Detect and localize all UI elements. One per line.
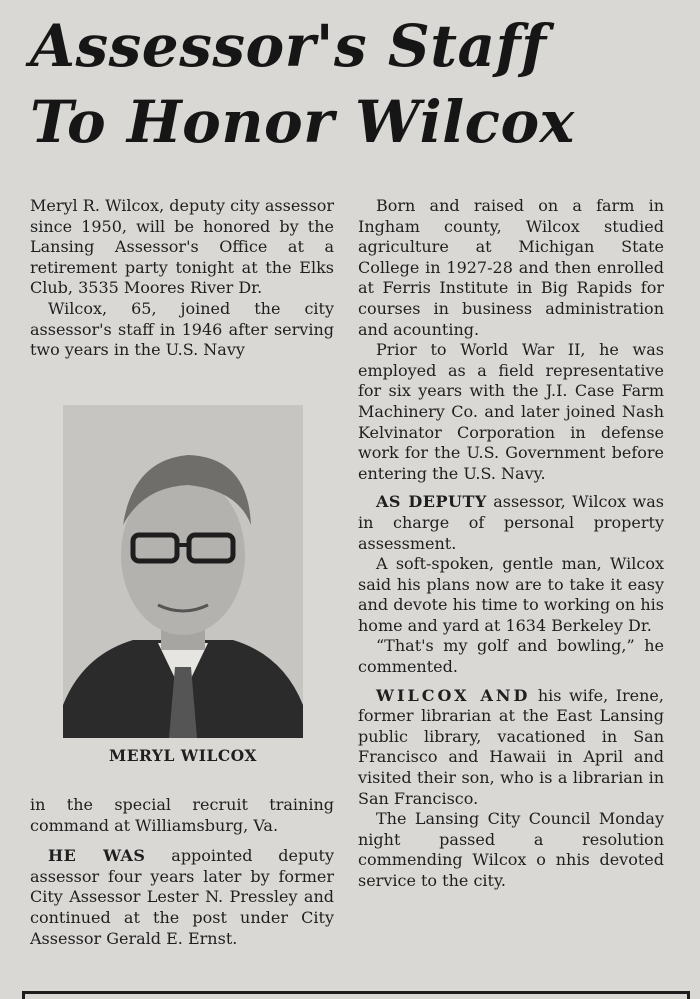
right-paragraph-5: “That's my golf and bowling,” he commented.	[358, 636, 664, 677]
left-paragraph-4	[30, 846, 334, 949]
portrait-illustration	[63, 405, 303, 738]
right-paragraph-3-body: assessor, Wilcox was in charge of personal property assessment.	[358, 492, 665, 553]
right-paragraph-1: Born and raised on a farm in Ingham county, Wilcox studied agriculture at Michigan State College in 1927-28 and then enrolled at Ferris Institute in Big Rapids for courses in business administration and acounting.	[358, 196, 664, 339]
lead-in-as-deputy: AS DEPUTY	[376, 492, 487, 512]
right-paragraph-7: The Lansing City Council Monday night passed a resolution commending Wilcox o nhis devoted service to the city.	[358, 809, 664, 890]
headline	[30, 8, 575, 160]
right-paragraph-6	[358, 686, 664, 810]
headline-line-2: To Honor Wilcox	[30, 88, 575, 156]
portrait-photo	[63, 405, 303, 738]
bottom-rule	[22, 991, 690, 994]
bottom-rule-left-cap	[22, 991, 25, 999]
lead-in-he-was: HE WAS	[48, 846, 146, 866]
left-paragraph-1: Meryl R. Wilcox, deputy city assessor since 1950, will be honored by the Lansing Assessor's Office at a retirement party tonight at the Elks Club, 3535 Moores River Dr.	[30, 196, 334, 298]
right-paragraph-2: Prior to World War II, he was employed as a field representative for six years with the J.I. Case Farm Machinery Co. and later joined Nash Kelvinator Corporation in defense work for the U.S. Government before entering the U.S. Navy.	[358, 340, 664, 483]
lead-in-wilcox-and: WILCOX AND	[376, 685, 531, 705]
right-paragraph-4: A soft-spoken, gentle man, Wilcox said his plans now are to take it easy and devote his time to working on his home and yard at 1634 Berkeley Dr.	[358, 554, 664, 635]
right-column	[358, 196, 664, 892]
bottom-rule-right-cap	[687, 991, 690, 999]
left-paragraph-2: Wilcox, 65, joined the city assessor's staff in 1946 after serving two years in the U.S. Navy	[30, 298, 334, 360]
right-paragraph-3	[358, 492, 664, 554]
headline-line-1: Assessor's Staff	[30, 12, 547, 80]
left-paragraph-3: in the special recruit training command at Williamsburg, Va.	[30, 795, 334, 835]
photo-caption: MERYL WILCOX	[109, 746, 257, 765]
right-paragraph-6-body: his wife, Irene, former librarian at the East Lansing public library, vacationed in San Francisco and Hawaii in April and visited their son, who is a librarian in San Francisco.	[358, 685, 664, 808]
left-column-continued	[30, 795, 334, 949]
left-paragraph-4-body: appointed deputy assessor four years later by former City Assessor Lester N. Pressley and continued at the post under City Assessor Gerald E. Ernst.	[30, 846, 335, 948]
left-column	[30, 196, 334, 361]
